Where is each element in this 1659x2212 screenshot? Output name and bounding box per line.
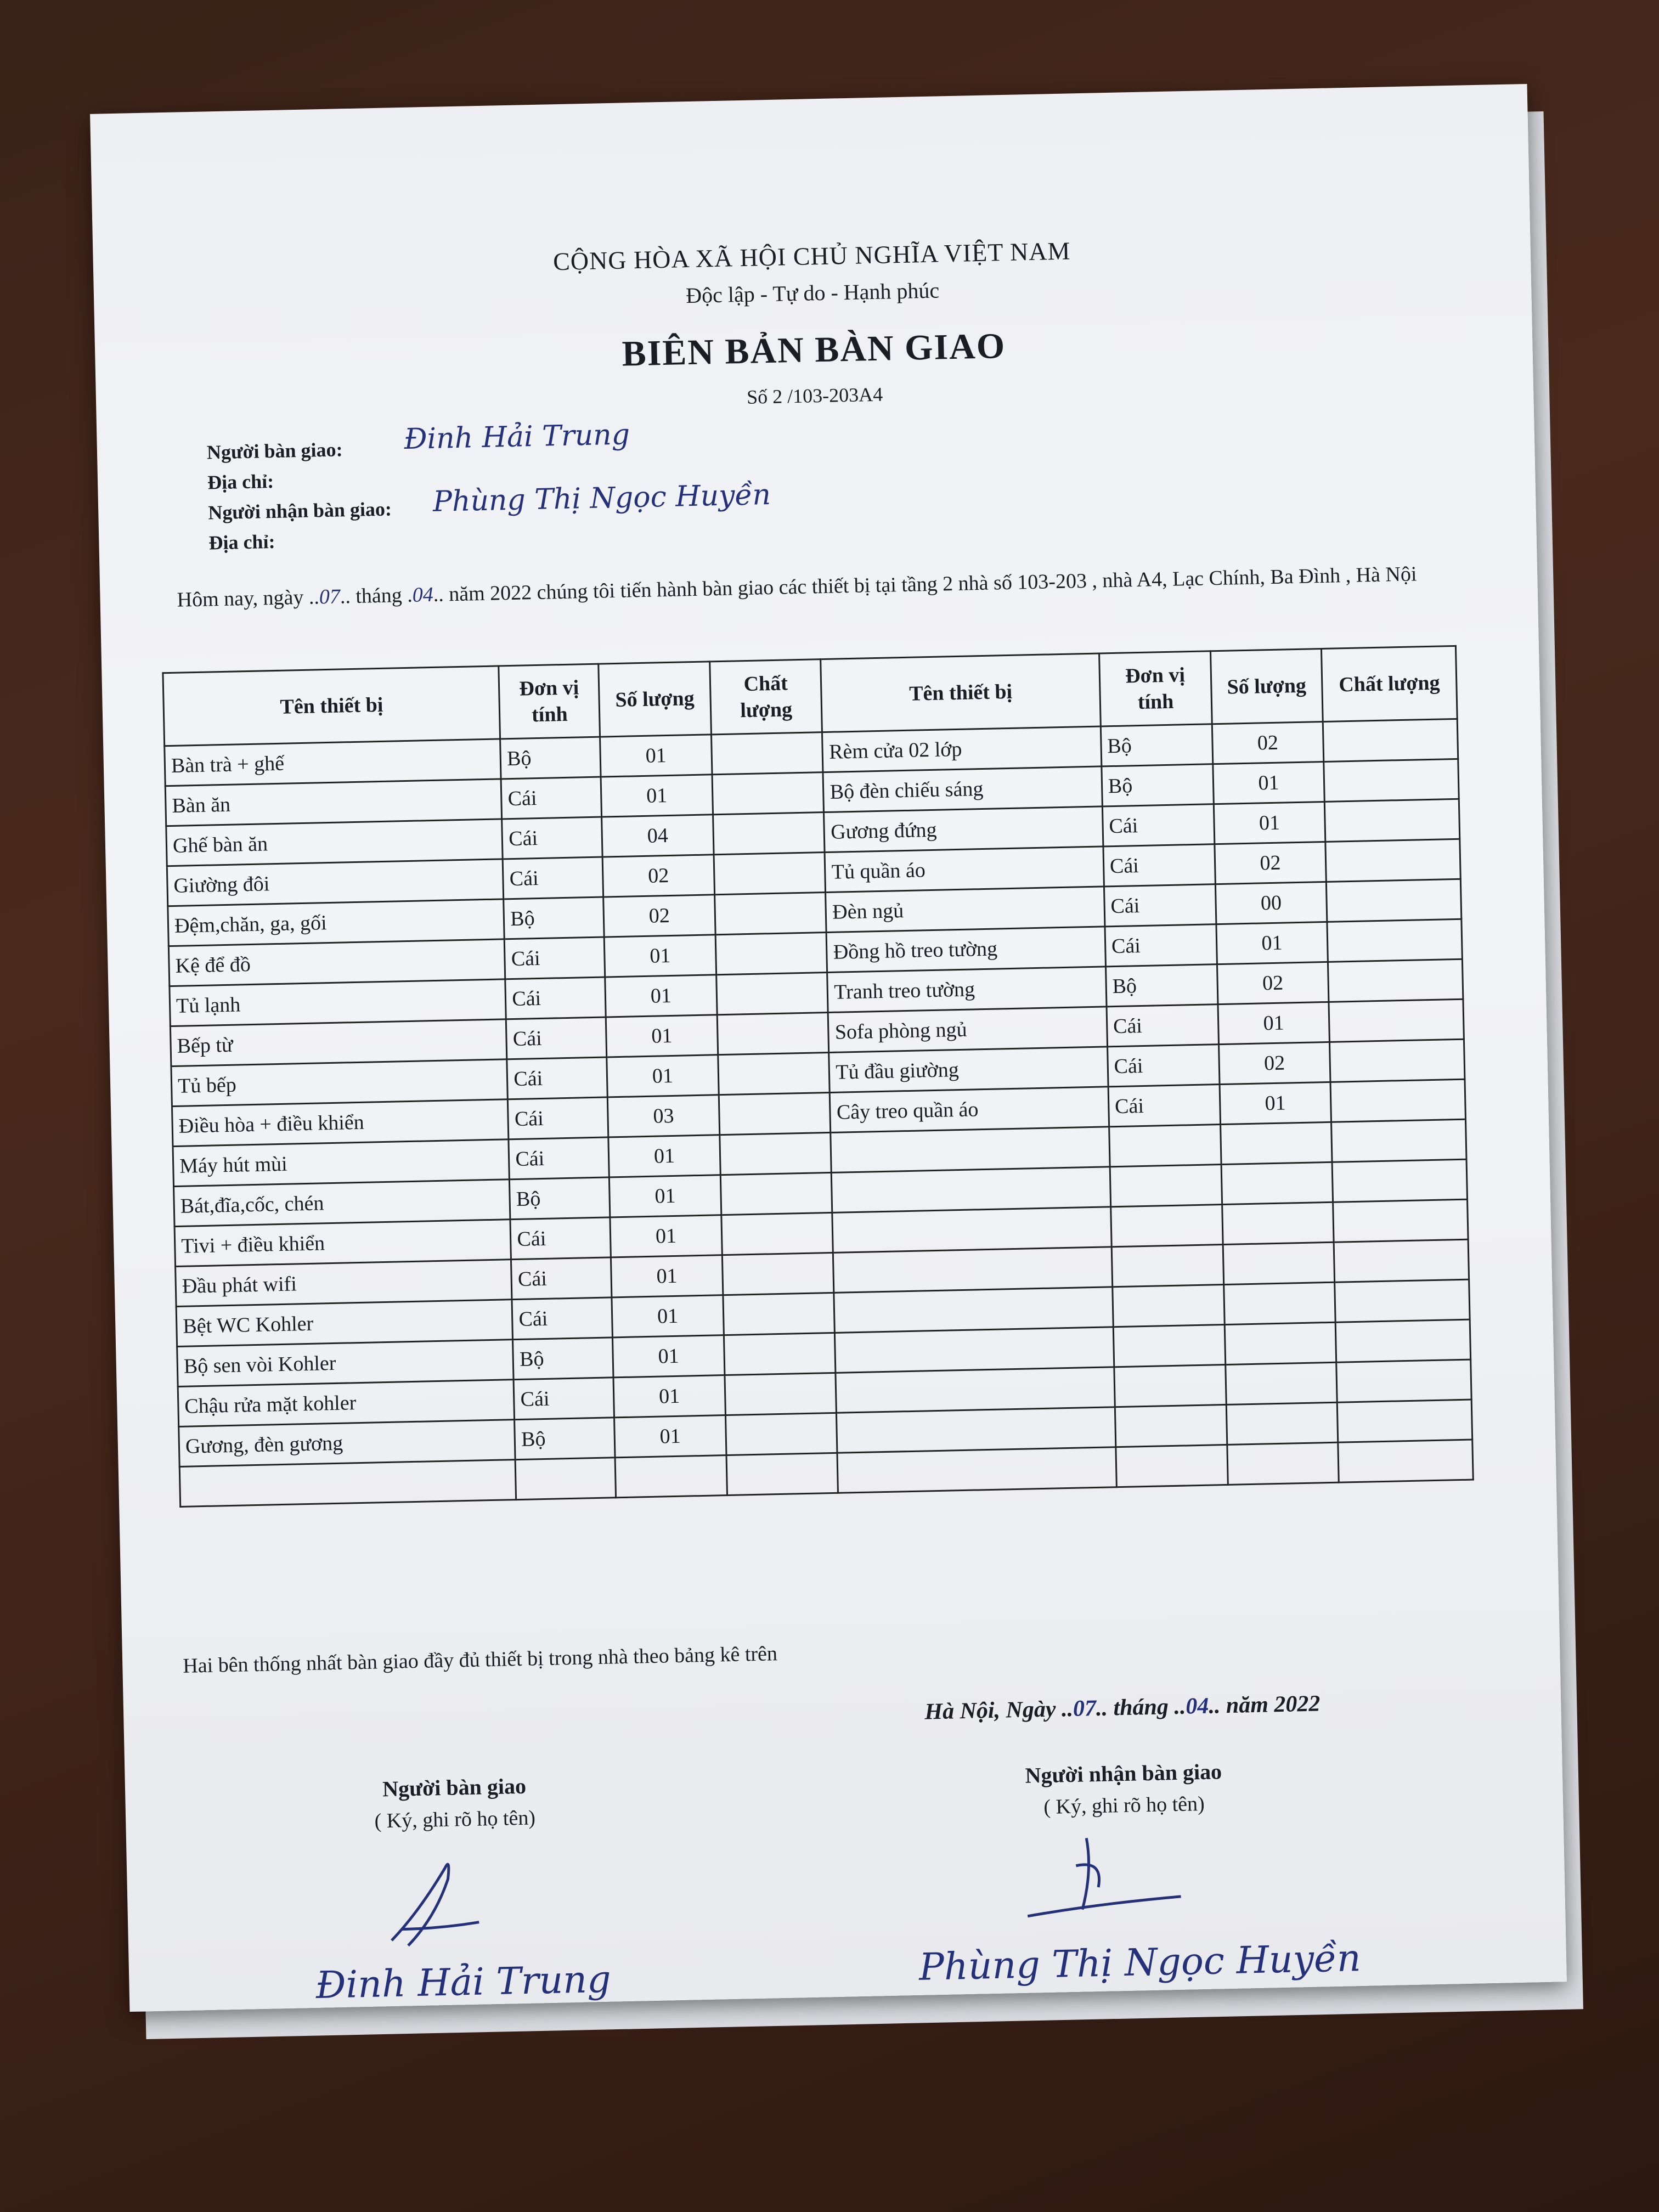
item-qty-cell: 01 [611,1255,723,1297]
giver-address-label: Địa chỉ: [207,470,274,494]
item-quality-cell [1329,999,1464,1042]
item-quality-cell [720,1172,832,1215]
item-unit-cell [1116,1444,1228,1487]
intro-text-2: .. tháng . [340,583,413,608]
item-qty-cell [1222,1202,1334,1244]
item-quality-cell [713,812,825,855]
item-qty-cell: 02 [1212,721,1324,764]
item-quality-cell [1336,1359,1471,1402]
col-header-name-right: Tên thiết bị [821,653,1101,732]
item-quality-cell [721,1212,833,1255]
item-unit-cell: Cái [1104,884,1216,927]
item-name-cell: Giường đôi [167,859,504,906]
item-qty-cell: 02 [1214,842,1326,884]
item-quality-cell [1338,1440,1473,1482]
item-name-cell: Bát,đĩa,cốc, chén [174,1180,511,1227]
item-qty-cell: 01 [608,1135,720,1177]
item-quality-cell [1327,919,1462,962]
receiver-address-label: Địa chỉ: [208,530,275,554]
item-qty-cell [1224,1322,1336,1364]
item-quality-cell [715,933,827,975]
receiver-signature-title: Người nhận bàn giao [1025,1759,1222,1788]
item-qty-cell: 01 [607,1055,719,1097]
item-quality-cell [1335,1319,1470,1362]
item-qty-cell: 02 [1217,962,1329,1004]
item-name-cell [835,1327,1114,1373]
item-quality-cell [716,973,828,1015]
item-unit-cell [1113,1285,1224,1327]
item-name-cell: Điều hòa + điều khiển [172,1099,509,1147]
item-unit-cell: Cái [503,857,603,899]
giver-label: Người bàn giao: [206,438,343,464]
item-quality-cell [725,1373,837,1415]
intro-text-1: Hôm nay, ngày .. [177,585,320,612]
item-unit-cell: Bộ [1101,724,1212,766]
handover-document [90,84,1567,2012]
item-qty-cell [1225,1362,1337,1404]
item-unit-cell: Bộ [510,1177,610,1220]
item-quality-cell [1333,1199,1468,1242]
item-unit-cell: Cái [507,1057,607,1099]
item-qty-cell: 01 [604,935,716,977]
date-text-1: Hà Nội, Ngày .. [924,1696,1074,1725]
item-quality-cell [1325,799,1460,842]
receiver-handwritten-name: Phùng Thị Ngọc Huyền [432,478,771,518]
item-qty-cell: 02 [602,855,714,897]
item-quality-cell [1335,1279,1470,1322]
item-quality-cell [723,1293,835,1335]
item-quality-cell [1327,879,1462,922]
item-qty-cell: 01 [605,975,717,1017]
item-qty-cell [1223,1242,1335,1284]
document-title: BIÊN BẢN BÀN GIAO [621,325,1006,374]
intro-text-3: .. năm 2022 chúng tôi tiến hành bàn giao các thiết bị tại tầng 2 nhà số 103-203 , nhà A4, Lạc Chính, Ba Đình , Hà Nội [433,562,1417,606]
date-text-2: .. tháng .. [1096,1694,1186,1722]
item-name-cell [179,1460,516,1507]
item-qty-cell [615,1455,727,1498]
item-name-cell [836,1367,1115,1413]
equipment-table [162,645,1474,1508]
item-quality-cell [1331,1119,1466,1162]
item-name-cell: Bệt WC Kohler [176,1300,513,1347]
col-header-unit-left: Đơn vị tính [499,664,600,739]
item-qty-cell: 01 [1214,802,1325,844]
item-name-cell: Tivi + điều khiển [174,1220,511,1267]
item-unit-cell [1115,1404,1227,1447]
item-name-cell: Tranh treo tường [827,967,1107,1013]
item-name-cell: Gương, đèn gương [179,1420,516,1467]
item-quality-cell [1330,1079,1465,1122]
item-name-cell: Bếp từ [170,1019,507,1066]
document-number: Số 2 /103-203A4 [746,383,883,408]
item-qty-cell: 00 [1215,882,1327,924]
item-name-cell [837,1447,1116,1493]
item-quality-cell [714,893,826,935]
item-unit-cell: Cái [1105,924,1217,967]
item-unit-cell: Cái [1108,1085,1220,1127]
item-quality-cell [712,772,824,815]
col-header-name-left: Tên thiết bị [163,666,500,746]
item-unit-cell [1110,1165,1222,1207]
item-unit-cell [1111,1245,1223,1287]
item-unit-cell: Bộ [1102,764,1214,806]
item-unit-cell: Cái [512,1297,612,1340]
item-qty-cell: 01 [1212,761,1324,804]
item-quality-cell [1337,1400,1472,1442]
item-qty-cell [1223,1282,1335,1324]
item-unit-cell: Cái [1103,844,1215,887]
intro-day: 07 [319,585,341,609]
item-qty-cell [1227,1442,1339,1485]
item-unit-cell: Cái [502,817,602,859]
item-name-cell [833,1247,1113,1293]
item-qty-cell [1221,1162,1333,1204]
item-qty-cell: 01 [614,1415,726,1458]
item-name-cell: Đèn ngủ [826,887,1105,933]
item-quality-cell [724,1333,836,1375]
item-name-cell [832,1167,1111,1213]
col-header-quality-right: Chất lượng [1322,646,1457,721]
item-unit-cell [1109,1125,1221,1167]
item-quality-cell [718,1052,830,1094]
item-name-cell [837,1407,1116,1453]
intro-paragraph [177,558,1439,616]
giver-signature-mark [368,1844,512,1957]
item-name-cell: Chậu rửa mặt kohler [178,1380,515,1427]
item-name-cell: Sofa phòng ngủ [828,1007,1108,1053]
item-name-cell: Tủ bếp [171,1059,508,1107]
item-quality-cell [1323,719,1458,761]
item-name-cell: Ghế bàn ăn [166,819,503,866]
date-text-3: .. năm 2022 [1208,1691,1321,1719]
giver-handwritten-name: Đinh Hải Trung [403,418,630,456]
giver-signed-name: Đinh Hải Trung [315,1957,612,2007]
item-unit-cell: Cái [505,937,605,979]
item-unit-cell: Cái [508,1097,608,1139]
item-quality-cell [1328,959,1463,1002]
item-unit-cell: Cái [1107,1045,1219,1087]
item-name-cell [834,1287,1113,1333]
item-unit-cell [515,1458,616,1500]
item-name-cell: Bộ đèn chiếu sáng [823,766,1102,812]
col-header-quality-left: Chất lượng [709,659,822,735]
item-name-cell: Tủ đầu giường [829,1047,1108,1093]
date-day: 07 [1073,1696,1097,1722]
item-unit-cell: Bộ [515,1418,615,1460]
item-qty-cell: 01 [609,1175,721,1217]
item-unit-cell: Cái [505,977,606,1019]
item-name-cell: Bàn ăn [165,779,502,826]
item-unit-cell [1114,1364,1226,1407]
item-name-cell: Kệ để đồ [168,939,505,986]
item-qty-cell: 04 [602,815,714,857]
col-header-qty-right: Số lượng [1210,649,1323,724]
item-quality-cell [714,853,826,895]
item-unit-cell: Bộ [504,897,604,939]
item-name-cell: Đầu phát wifi [176,1260,512,1307]
item-unit-cell: Bộ [513,1338,613,1380]
item-quality-cell [717,1012,829,1054]
item-name-cell: Rèm cửa 02 lớp [822,726,1102,772]
col-header-qty-left: Số lượng [599,662,711,737]
item-qty-cell: 01 [1220,1082,1331,1124]
receiver-signature-mark [1015,1825,1193,1927]
item-qty-cell: 01 [610,1215,722,1257]
motto: Độc lập - Tự do - Hạnh phúc [685,278,940,308]
receiver-label: Người nhận bàn giao: [207,498,392,524]
item-unit-cell: Cái [506,1017,607,1059]
giver-signature-note: ( Ký, ghi rõ họ tên) [374,1806,536,1833]
col-header-unit-right: Đơn vị tính [1099,651,1211,726]
item-name-cell: Đệm,chăn, ga, gối [168,899,505,946]
item-unit-cell: Cái [510,1217,611,1260]
item-qty-cell [1226,1402,1338,1444]
item-qty-cell: 01 [613,1335,725,1378]
item-qty-cell: 03 [607,1095,719,1137]
item-unit-cell: Cái [511,1257,612,1300]
item-quality-cell [722,1252,834,1295]
item-qty-cell: 01 [601,775,713,817]
item-qty-cell: 02 [603,895,715,937]
date-month: 04 [1185,1693,1209,1719]
intro-month: 04 [412,583,434,607]
item-quality-cell [720,1132,832,1175]
item-quality-cell [1330,1039,1465,1082]
item-quality-cell [1332,1159,1467,1202]
item-unit-cell: Bộ [1105,964,1217,1007]
item-quality-cell [1325,839,1460,882]
receiver-signed-name: Phùng Thị Ngọc Huyền [918,1937,1362,1989]
item-unit-cell: Cái [1107,1005,1218,1047]
item-name-cell: Tủ quần áo [825,847,1104,893]
item-qty-cell: 01 [613,1375,725,1418]
item-qty-cell: 01 [612,1295,724,1338]
item-qty-cell: 01 [1218,1002,1330,1044]
item-quality-cell [725,1413,837,1455]
item-name-cell: Gương đứng [824,806,1103,853]
item-name-cell: Máy hút mùi [173,1139,510,1187]
item-unit-cell [1110,1205,1222,1247]
item-name-cell: Tủ lạnh [170,979,506,1026]
receiver-signature-note: ( Ký, ghi rõ họ tên) [1043,1792,1205,1819]
item-unit-cell: Cái [509,1137,609,1180]
item-quality-cell [726,1453,838,1495]
item-unit-cell: Cái [501,777,601,819]
item-qty-cell: 01 [606,1015,718,1057]
item-quality-cell [719,1092,831,1135]
item-name-cell [831,1127,1110,1173]
item-unit-cell: Bộ [500,737,601,779]
item-quality-cell [1334,1239,1469,1282]
country-heading: CỘNG HÒA XÃ HỘI CHỦ NGHĨA VIỆT NAM [552,236,1071,276]
agreement-text: Hai bên thống nhất bàn giao đầy đủ thiết bị trong nhà theo bảng kê trên [182,1642,778,1678]
item-name-cell: Đồng hồ treo tường [827,927,1106,973]
item-qty-cell: 02 [1218,1042,1330,1084]
item-unit-cell: Cái [514,1378,614,1420]
item-name-cell: Cây treo quần áo [830,1087,1109,1133]
item-qty-cell [1220,1122,1332,1164]
item-name-cell: Bộ sen vòi Kohler [177,1340,514,1387]
item-qty-cell: 01 [1216,922,1328,964]
item-name-cell: Bàn trà + ghế [165,739,501,786]
item-quality-cell [1324,759,1459,802]
signing-date [924,1690,1321,1725]
item-unit-cell [1113,1324,1225,1367]
giver-signature-title: Người bàn giao [382,1773,527,1802]
item-unit-cell: Cái [1102,804,1214,847]
item-name-cell [832,1207,1111,1253]
item-quality-cell [711,732,823,775]
item-qty-cell: 01 [600,735,712,777]
